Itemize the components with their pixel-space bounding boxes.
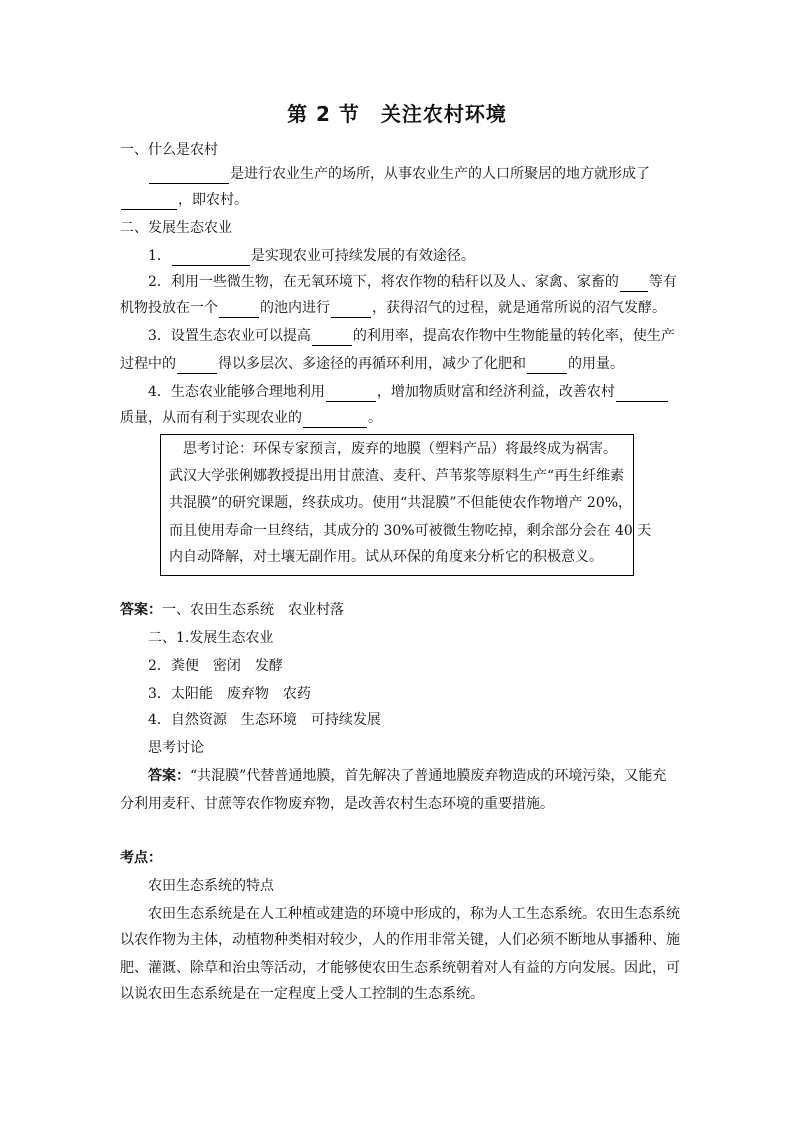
answers-label: 答案： [120,602,162,618]
discussion-line: 而且使用寿命一旦终结，其成分的 30%可被微生物吃掉，剩余部分会在 40 天 [169,523,652,539]
answers-line-1: 答案：一、农田生态系统 农业村落 [120,602,344,618]
kaodian-line-2: 以农作物为主体，动植物种类相对较少，人的作用非常关键，人们必须不断地从事播种、施 [120,932,680,948]
section-1-heading: 一、什么是农村 [120,142,218,158]
answer-blank [121,194,177,210]
discussion-line: 武汉大学张俐娜教授提出用甘蔗渣、麦秆、芦苇浆等原料生产“再生纤维素 [169,468,625,484]
discussion-line: 内自动降解，对土壤无副作用。试从环保的角度来分析它的积极意义。 [169,549,603,565]
answer-blank [312,330,352,346]
q3-line-2: 过程中的 得以多层次、多途径的再循环利用，减少了化肥和 的用量。 [120,356,624,372]
answer-blank [303,412,367,428]
q3-line-1: 3．设置生态农业可以提高 的利用率，提高农作物中生物能量的转化率，使生产 [148,328,675,344]
answers-label: 答案： [148,768,190,784]
kaodian-label: 考点： [120,850,162,866]
answers-line-6: 思考讨论 [148,740,204,756]
discussion-line: 思考讨论：环保专家预言，废弃的地膜（塑料产品）将最终成为祸害。 [183,441,617,457]
kaodian-line-3: 肥、灌溉、除草和治虫等活动，才能够使农田生态系统朝着对人有益的方向发展。因此，可 [120,960,680,976]
answer-blank [172,250,250,266]
q4-line-2: 质量，从而有利于实现农业的 。 [120,410,382,426]
answers-discussion-line-1: 答案：“共混膜”代替普通地膜，首先解决了普通地膜废弃物造成的环境污染，又能充 [148,768,667,784]
answers-line-3: 2．粪便 密闭 发酵 [148,658,283,674]
q2-line-2: 机物投放在一个 的池内进行 ，获得沼气的过程，就是通常所说的沼气发酵。 [120,300,666,316]
answers-line-2: 二、1.发展生态农业 [148,630,274,646]
kaodian-line-4: 以说农田生态系统是在一定程度上受人工控制的生态系统。 [120,986,484,1002]
kaodian-line-1: 农田生态系统是在人工种植或建造的环境中形成的，称为人工生态系统。农田生态系统 [148,906,680,922]
q4-line-1: 4．生态农业能够合理地利用 ，增加物质财富和经济利益，改善农村 [148,382,708,402]
answer-blank [219,302,259,318]
answer-blank [326,386,376,402]
q-para-1: 是进行农业生产的场所，从事农业生产的人口所聚居的地方就形成了 [148,164,708,184]
answer-blank [149,168,229,184]
answer-blank [620,276,648,292]
discussion-line: 共混膜”的研究课题，终获成功。使用“共混膜”不但能使农作物增产 20%， [169,495,633,511]
q2-line-1: 2．利用一些微生物，在无氧环境下，将农作物的秸秆以及人、家禽、家畜的 等有 [148,274,677,290]
discussion-box [160,434,652,576]
answer-blank [177,358,217,374]
q-para-1-cont: ，即农村。 [120,190,680,210]
answer-blank [616,386,668,402]
answers-discussion-line-2: 分利用麦秆、甘蔗等农作物废弃物，是改善农村生态环境的重要措施。 [120,796,554,812]
kaodian-subtitle: 农田生态系统的特点 [148,878,274,894]
page-title: 第 2 节 关注农村环境 [287,102,507,126]
answers-line-5: 4．自然资源 生态环境 可持续发展 [148,712,381,728]
q1: 1． 是实现农业可持续发展的有效途径。 [148,248,475,264]
answers-line-4: 3．太阳能 废弃物 农药 [148,686,311,702]
section-2-heading: 二、发展生态农业 [120,220,232,236]
answer-blank [331,302,371,318]
answer-blank [527,358,567,374]
